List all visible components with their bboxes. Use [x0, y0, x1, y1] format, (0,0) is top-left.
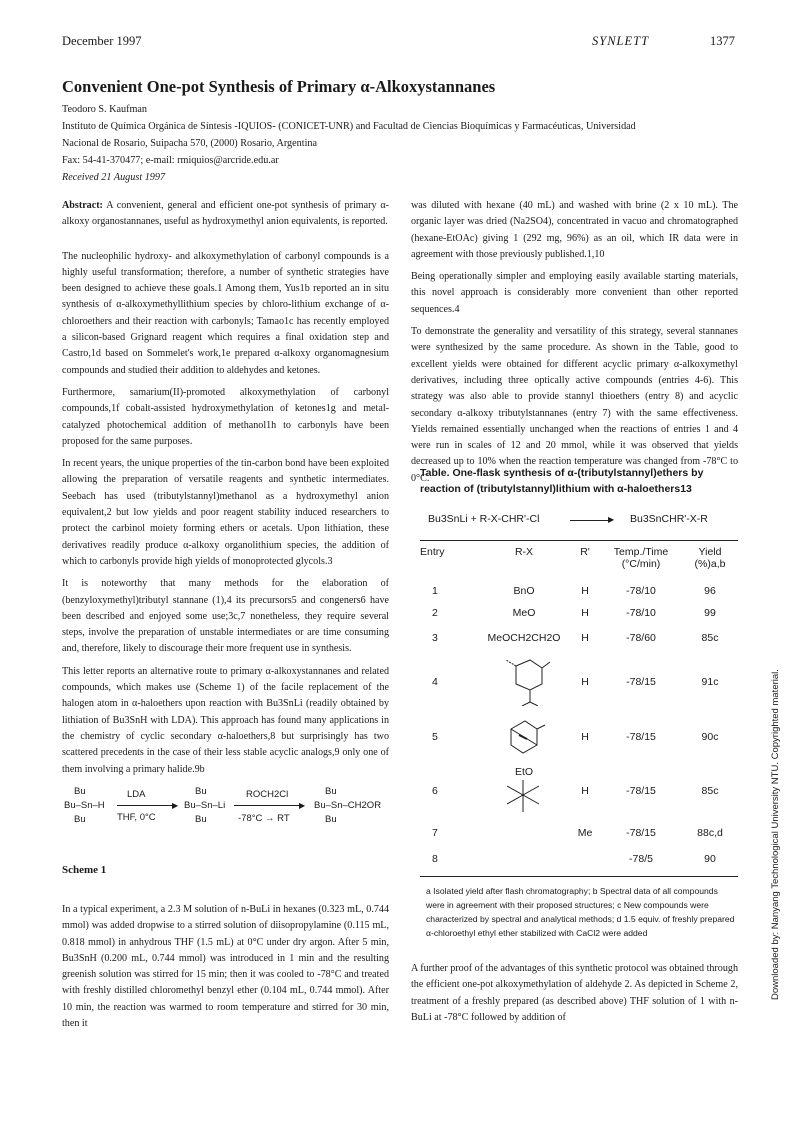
cell: 2	[432, 607, 438, 619]
table-row	[420, 762, 738, 820]
cell	[478, 846, 570, 872]
reagent-2: ROCH2Cl	[246, 789, 289, 800]
affiliation-line-2: Nacional de Rosario, Suipacha 570, (2000) Rosario, Argentina	[62, 138, 318, 149]
download-notice: Downloaded by: Nanyang Technological University NTU. Copyrighted material.	[770, 669, 781, 1000]
paragraph: In a typical experiment, a 2.3 M solution of n-BuLi in hexanes (0.323 mL, 0.744 mmol) was added dropwise to a stirred solution of diisopropylamine (0.115 mL, 0.818 mmol) in anhydrous THF (1.5 mL) at 0°C under dry argon. After 5 min, Bu3SnH (0.200 mL, 0.744 mmol) was introduced in 1 min and the resulting greenish solution was stirred for 15 min; then it was cooled to -78°C and treated with freshly distilled chloromethyl benzyl ether (0.104 mL, 0.744 mmol). After 10 min, the reaction was warmed to room temperature and stirred for 30 min, then it	[62, 904, 389, 1030]
cell: H	[581, 785, 589, 797]
right-column	[411, 198, 738, 493]
cell: -78/15	[626, 827, 656, 839]
table-row	[420, 602, 738, 624]
cell: 85c	[701, 785, 719, 797]
cell: -78/5	[629, 853, 653, 865]
cell: 6	[432, 785, 438, 797]
cell: -78/10	[626, 607, 656, 619]
bu-label: Bu	[74, 814, 86, 825]
table-row	[420, 580, 738, 602]
arrowhead-icon: ▶	[608, 515, 615, 524]
cell	[478, 652, 570, 712]
table-equation-left: Bu3SnLi + R-X-CHR'-Cl	[428, 513, 540, 525]
cell: 99	[704, 607, 716, 619]
cell: BnO	[513, 585, 535, 597]
table-header-row	[420, 546, 738, 580]
cell: 1	[432, 585, 438, 597]
cell: Me	[577, 827, 593, 839]
cell: 3	[432, 632, 438, 644]
menthyloxy-structure-icon	[494, 656, 554, 706]
cell: 5	[432, 731, 438, 743]
table-row	[420, 712, 738, 762]
scheme-caption: Scheme 1	[62, 864, 107, 876]
paragraph: Furthermore, samarium(II)-promoted alkoxymethylation of carbonyl compounds,1f cobalt-assisted hydroxymethylation of ketones1g and metal-catalyzed photochemical addition of methanol1h to carbonyls have been proposed for the same purposes.	[62, 386, 389, 447]
reagent-1: LDA	[127, 789, 146, 800]
reactant: Bu–Sn–H	[64, 800, 105, 811]
cell	[478, 762, 570, 820]
cell	[570, 846, 600, 872]
left-column	[62, 198, 389, 784]
paragraph: The nucleophilic hydroxy- and alkoxymethylation of carbonyl compounds is a highly useful transformation; therefore, a number of synthetic strategies have been designed to achieve these goals.1 Among them, Yus1b reported an in situ synthesis of α-alkoxymethyllithium species by chloro-lithium exchange of α-chloroethers and their reaction with carbonyls; Tamao1c has recently employed a silicon-based Grignard reagent which requires a final oxidation step and Castro,1d based on Sommelet's work,1e prepared α-alkoxy organomagnesium compounds and studied their addition to aldehydes and ketones.	[62, 250, 389, 376]
cell: -78/60	[626, 632, 656, 644]
cell: 85c	[701, 632, 719, 644]
cell: H	[581, 585, 589, 597]
cell-label: EtO	[514, 765, 534, 778]
table-row	[420, 820, 738, 846]
cell: MeO	[512, 607, 536, 619]
cell: -78/15	[626, 785, 656, 797]
left-column-bottom	[62, 902, 389, 1038]
header-date: December 1997	[62, 34, 142, 48]
cell: MeOCH2CH2O	[487, 632, 561, 644]
paragraph: A further proof of the advantages of this synthetic protocol was obtained through the efficient one-pot alkoxymethylation of aldehyde 2. As depicted in Scheme 2, treatment of a freshly prepared (as described above) THF solution of 1 with n-BuLi at -78°C followed by addition of	[411, 963, 738, 1023]
cell: 88c,d	[697, 827, 723, 839]
cell: H	[581, 607, 589, 619]
condition-1: THF, 0°C	[117, 812, 156, 823]
cell: -78/15	[626, 676, 656, 688]
cell: H	[581, 676, 589, 688]
affiliation-line-1: Instituto de Química Orgánica de Síntesis -IQUIOS- (CONICET-UNR) and Facultad de Ciencias Bioquímicas y Farmacéuticas, Universidad	[62, 121, 636, 132]
cell: -78/15	[626, 731, 656, 743]
header-page: 1377	[710, 34, 735, 48]
scheme-1	[62, 786, 392, 856]
product: Bu–Sn–CH2OR	[314, 800, 382, 811]
table-rule-bottom	[420, 876, 738, 877]
table-row	[420, 846, 738, 872]
equation-arrow	[570, 520, 610, 521]
paper-title: Convenient One-pot Synthesis of Primary α-Alkoxystannanes	[62, 77, 496, 96]
table-row	[420, 624, 738, 652]
cell: 7	[432, 827, 438, 839]
arrow-2	[234, 805, 302, 806]
cell: 8	[432, 853, 438, 865]
arrow-1	[117, 805, 175, 806]
paragraph: Being operationally simpler and employing easily available starting materials, this novel approach is considerably more convenient than other reported sequences.4	[411, 271, 738, 315]
condition-2: -78°C → RT	[238, 813, 290, 824]
paragraph: It is noteworthy that many methods for the elaboration of (benzyloxymethyl)tributyl stannane (1),4 its precursors5 and congeners6 have been described and enjoyed some use;3c,7 nonetheless, they require several steps, involve the preparation of unstable intermediates or are time consuming and, therefore, likely to discourage their more frequent use in synthesis.	[62, 578, 389, 655]
bicyclic-structure-icon	[499, 715, 549, 757]
table-rule-top	[420, 540, 738, 541]
cell	[478, 712, 570, 762]
received-date: Received 21 August 1997	[62, 172, 166, 183]
contact: Fax: 54-41-370477; e-mail: rmiquios@arcride.edu.ar	[62, 155, 279, 166]
table-footnote: a Isolated yield after flash chromatography; b Spectral data of all compounds were in agreement with their proposed structures; c New compounds were characterized by spectral and analytical methods; d 1.5 equiv. of freshly prepared α-chloroethyl ethyl ether stabilized with CaCl2 were added	[426, 886, 735, 938]
cell: 91c	[701, 676, 719, 688]
thioacetal-structure-icon	[499, 778, 549, 814]
bu-label: Bu	[195, 814, 207, 825]
cell: 90c	[701, 731, 719, 743]
cell: -78/10	[626, 585, 656, 597]
abstract	[62, 198, 389, 231]
col-header: Yield (%)a,b	[694, 546, 726, 570]
col-header: Temp./Time (°C/min)	[613, 546, 669, 570]
table-equation-right: Bu3SnCHR'-X-R	[630, 513, 708, 525]
cell	[478, 820, 570, 846]
intermediate: Bu–Sn–Li	[184, 800, 226, 811]
table-title: Table. One-flask synthesis of α-(tributylstannyl)ethers by reaction of (tributylstannyl)lithium with α-haloethers13	[420, 467, 704, 495]
author: Teodoro S. Kaufman	[62, 104, 148, 115]
paragraph: This letter reports an alternative route to primary α-alkoxystannanes and related compounds, which makes use (Scheme 1) of the facile replacement of the halogen atom in α-haloethers upon reaction with Bu3SnLi (readily obtained by lithiation of Bu3SnH with LDA). This approach has found many applications in the chemistry of cyclic secondary α-haloethers,8 but surprisingly has two scattered precedents in the case of their less stable acyclic analogs,9 only one of them involving a primary halide.9b	[62, 665, 389, 775]
bu-label: Bu	[195, 786, 207, 797]
col-header: R'	[580, 546, 590, 558]
right-column-bottom	[411, 961, 738, 1032]
cell: 4	[432, 676, 438, 688]
paragraph: was diluted with hexane (40 mL) and washed with brine (2 x 10 mL). The organic layer was dried (Na2SO4), concentrated in vacuo and chromatographed (hexane-EtOAc) giving 1 (292 mg, 96%) as an oil, which IR data were in agreement with those previously published.1,10	[411, 200, 738, 260]
arrowhead-icon: ▶	[299, 801, 306, 810]
col-header: R-X	[514, 546, 534, 558]
arrowhead-icon: ▶	[172, 801, 179, 810]
cell: H	[581, 731, 589, 743]
abstract-text: A convenient, general and efficient one-pot synthesis of primary α-alkoxy organostannanes, useful as hydroxymethyl anion equivalents, is reported.	[62, 200, 389, 228]
table-row	[420, 652, 738, 712]
paragraph: To demonstrate the generality and versatility of this strategy, several stannanes were synthesized by the same procedure. As shown in the Table, good to excellent yields were obtained for different acyclic primary α-alkoxymethyl derivatives, including three optically active compounds (entries 4-6). This strategy was also able to provide stannyl thioethers (entry 8) and acyclic secondary α-alkoxy tributylstannanes (entry 7) with the same effectiveness. Yields remained essentially unchanged when the reactions of entries 1 and 4 were run in scales of 12 and 20 mmol, while it was observed that yields decreased up to 10% when the reaction temperature was changed from -78°C to 0°C.	[411, 326, 738, 484]
bu-label: Bu	[325, 786, 337, 797]
bu-label: Bu	[325, 814, 337, 825]
header-journal: SYNLETT	[592, 34, 650, 48]
abstract-label: Abstract:	[62, 200, 103, 211]
results-table	[420, 546, 738, 872]
bu-label: Bu	[74, 786, 86, 797]
col-header: Entry	[420, 546, 445, 558]
cell: H	[581, 632, 589, 644]
cell: 90	[704, 853, 716, 865]
paragraph: In recent years, the unique properties of the tin-carbon bond have been exploited allowing the preparation of versatile reagents and synthetic intermediates. Seebach has used (tributylstannyl)methanol as a hydroxymethyl anion equivalent,2 but low yields and poor reagent stability induced researchers to protect the carbinol moiety forming ethers or acetals. Upon lithiation, these derivatives readily produce α-alkoxy organolithium species, the addition of which to carbonyls provide high yields of monoprotected glycols.3	[62, 458, 389, 567]
cell: 96	[704, 585, 716, 597]
